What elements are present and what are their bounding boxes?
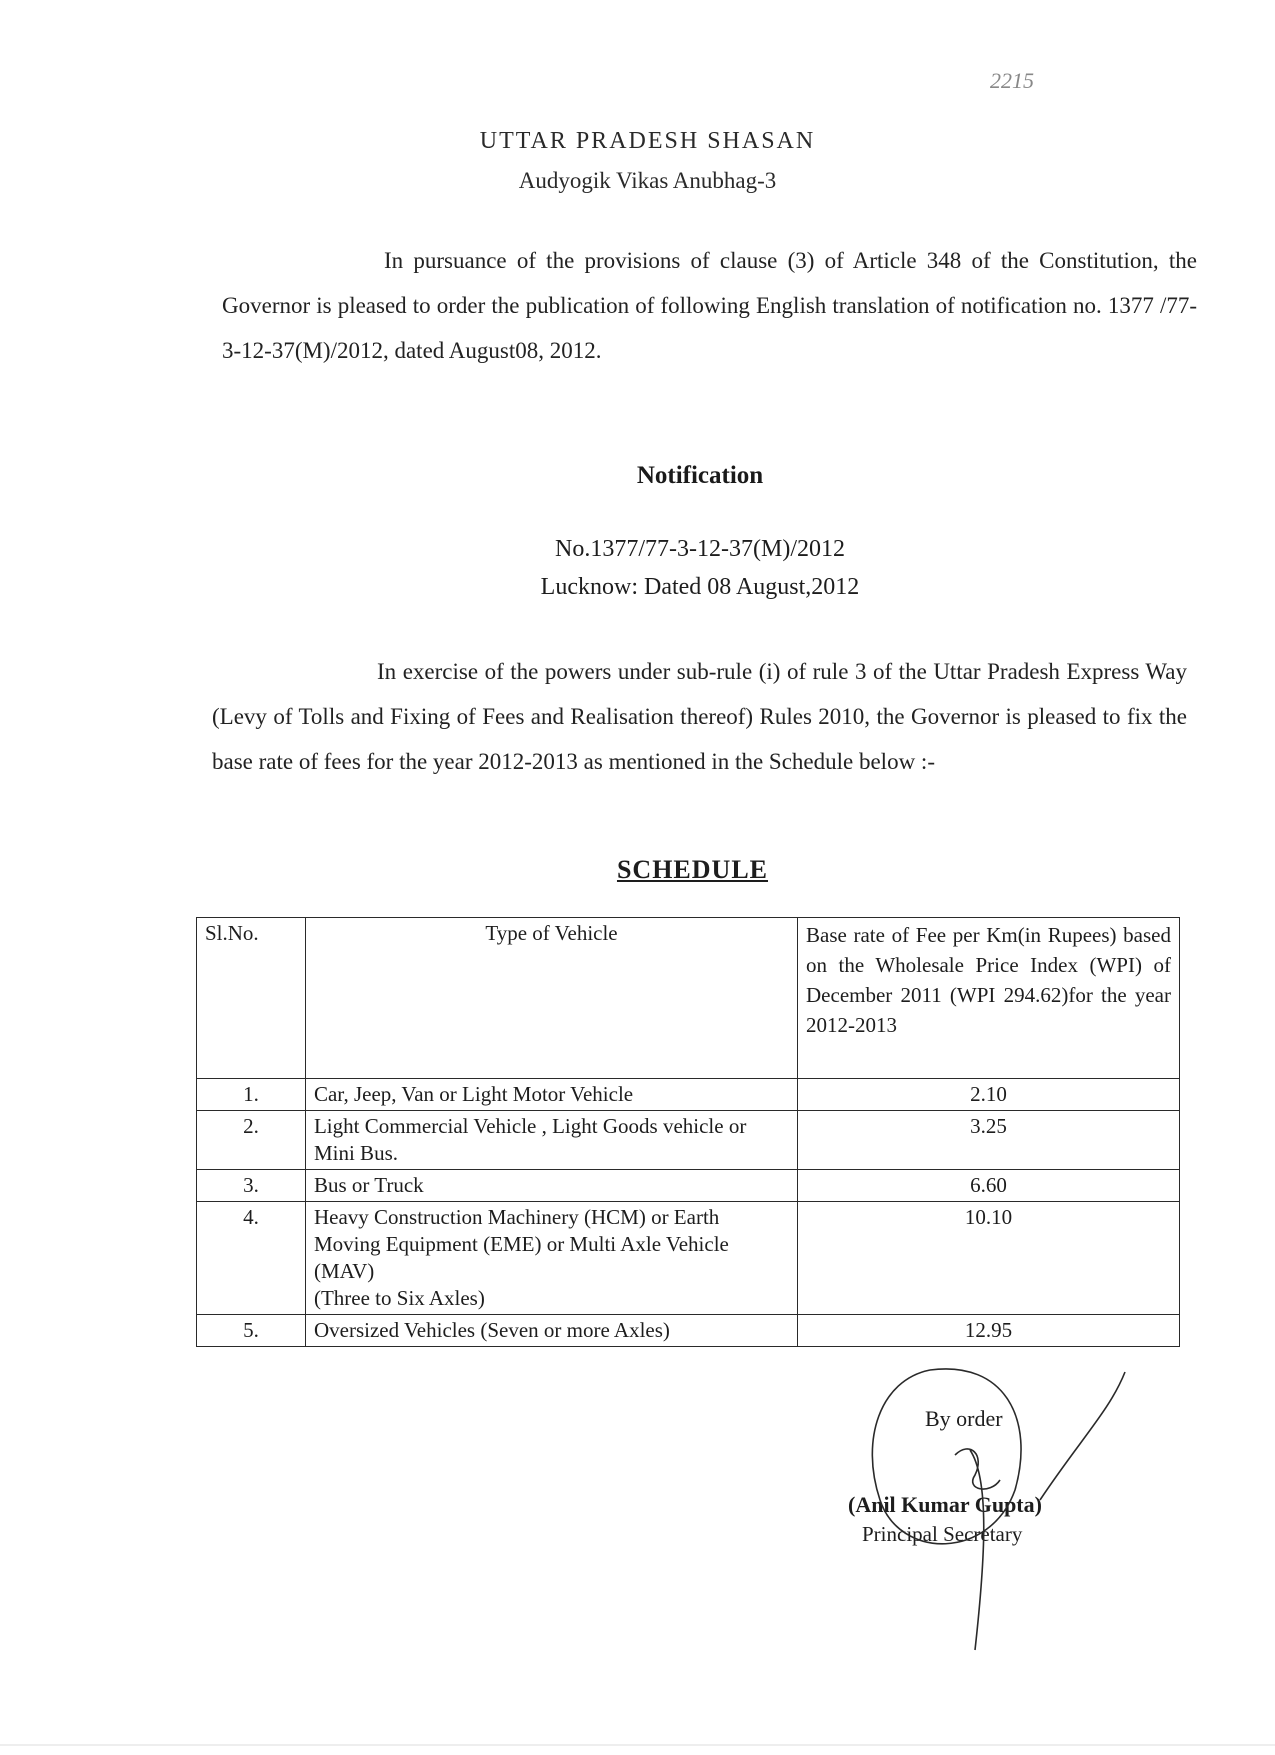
- row-vehicle-type: Bus or Truck: [305, 1170, 797, 1202]
- signature-stroke-icon: [1040, 1372, 1125, 1500]
- notification-number: No.1377/77-3-12-37(M)/2012: [555, 536, 845, 562]
- row-base-rate: 10.10: [798, 1202, 1180, 1315]
- row-sl-no: 5.: [197, 1315, 306, 1347]
- row-base-rate: 6.60: [798, 1170, 1180, 1202]
- by-order-text: By order: [925, 1406, 1003, 1431]
- row-vehicle-type: Light Commercial Vehicle , Light Goods vehicle or Mini Bus.: [305, 1111, 797, 1170]
- intro-paragraph: In pursuance of the provisions of clause (3) of Article 348 of the Constitution, the Governor is pleased to order the publication of following English translation of notification no. 1377 /77-3-12-37(M)/2012, dated August08, 2012.: [222, 248, 1197, 363]
- row-sl-no: 4.: [197, 1202, 306, 1315]
- row-vehicle-type-text: Heavy Construction Machinery (HCM) or Earth Moving Equipment (EME) or Multi Axle Vehicle (MAV): [313, 1205, 729, 1283]
- body-paragraph: In exercise of the powers under sub-rule (i) of rule 3 of the Uttar Pradesh Express Way (Levy of Tolls and Fixing of Fees and Realisation thereof) Rules 2010, the Governor is pleased to fix the base rate of fees for the year 2012-2013 as mentioned in the Schedule below :-: [212, 659, 1187, 774]
- row-base-rate: 12.95: [798, 1315, 1180, 1347]
- department-subheader: Audyogik Vikas Anubhag-3: [518, 168, 777, 193]
- signature-initial-icon: [955, 1449, 1000, 1489]
- row-vehicle-type: Oversized Vehicles (Seven or more Axles): [305, 1315, 797, 1347]
- row-sl-no: 2.: [197, 1111, 306, 1170]
- row-sl-no: 3.: [197, 1170, 306, 1202]
- notification-title: Notification: [636, 462, 764, 489]
- header-vehicle-type: Type of Vehicle: [305, 918, 797, 1079]
- schedule-title: SCHEDULE: [616, 855, 769, 884]
- row-vehicle-type-note: (Three to Six Axles): [313, 1286, 485, 1310]
- signatory-designation: Principal Secretary: [862, 1522, 1023, 1546]
- row-sl-no: 1.: [197, 1079, 306, 1111]
- row-base-rate: 2.10: [798, 1079, 1180, 1111]
- header-sl-no: Sl.No.: [197, 918, 306, 1079]
- row-base-rate: 3.25: [798, 1111, 1180, 1170]
- department-header: UTTAR PRADESH SHASAN: [479, 128, 816, 154]
- row-vehicle-type: Car, Jeep, Van or Light Motor Vehicle: [305, 1079, 797, 1111]
- signature-loop-icon: [872, 1369, 1021, 1544]
- corner-handwritten-mark: 2215: [990, 68, 1034, 93]
- signatory-name: (Anil Kumar Gupta): [848, 1492, 1042, 1517]
- notification-place-date: Lucknow: Dated 08 August,2012: [540, 574, 860, 600]
- header-base-rate: Base rate of Fee per Km(in Rupees) based on the Wholesale Price Index (WPI) of December 2011 (WPI 294.62)for the year 2012-2013: [798, 918, 1180, 1079]
